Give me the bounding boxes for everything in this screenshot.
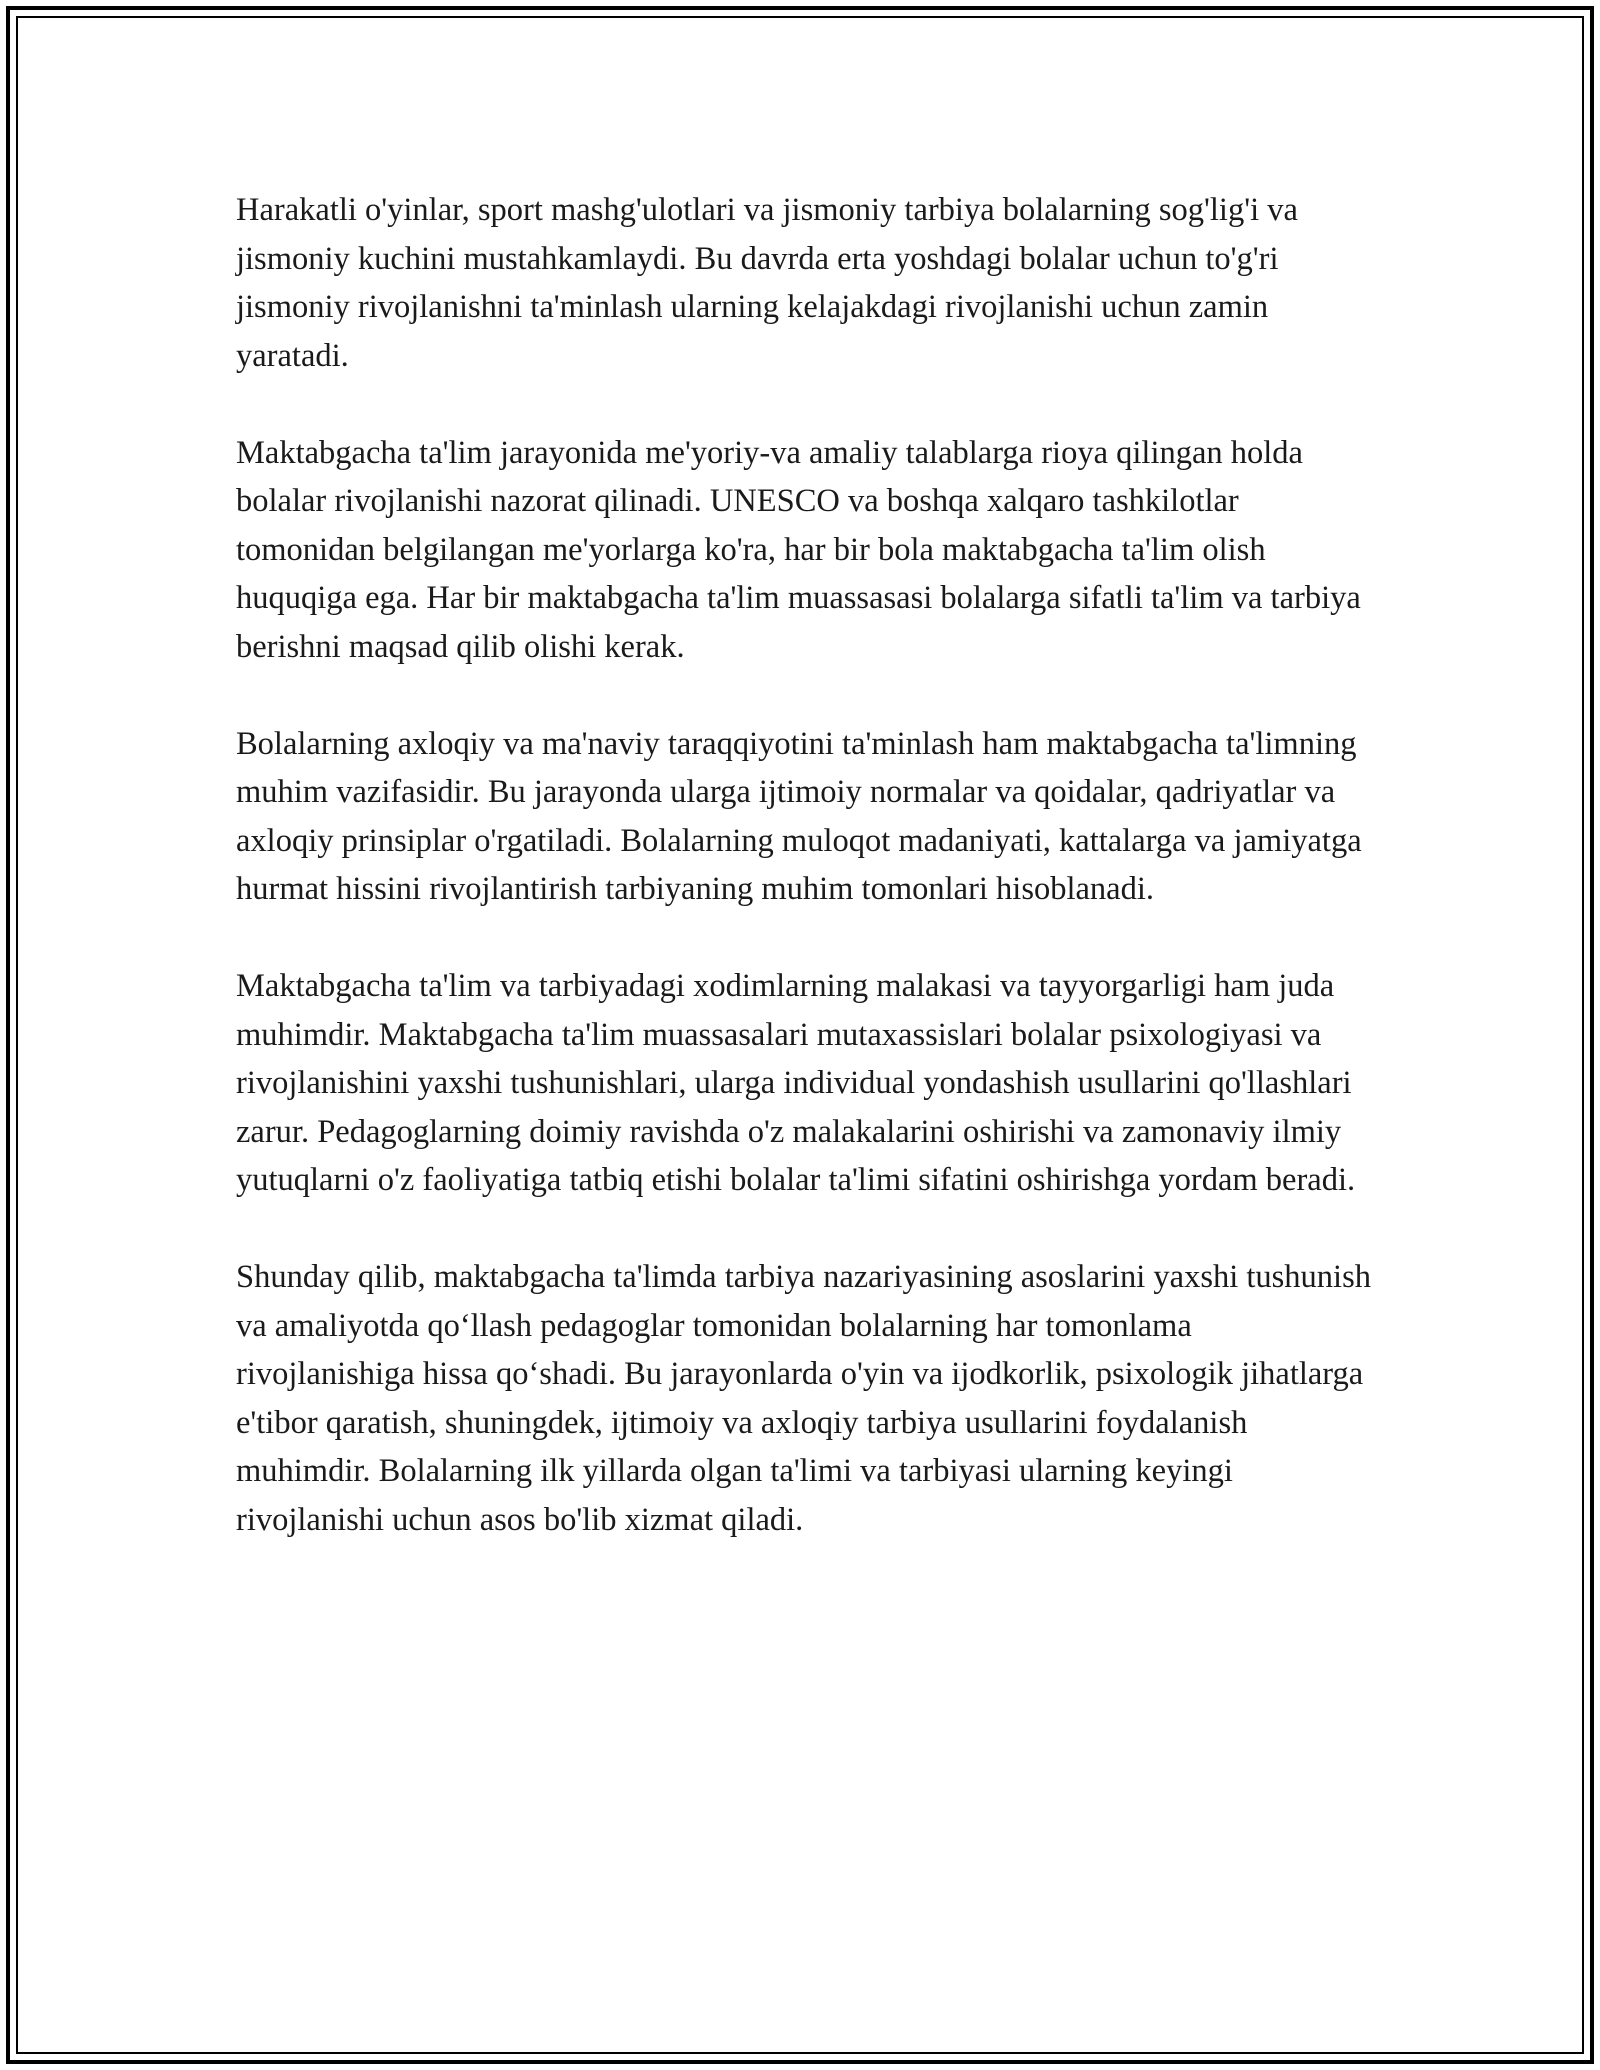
- paragraph-staff-qualification: Maktabgacha ta'lim va tarbiyadagi xodimlarning malakasi va tayyorgarligi ham juda muhimdir. Maktabgacha ta'lim muassasalari mutaxassislari bolalar psixologiyasi va rivojlanishini yaxshi tushunishlari, ularga individual yondashish usullarini qo'llashlari zarur. Pedagoglarning doimiy ravishda o'z malakalarini oshirishi va zamonaviy ilmiy yutuqlarni o'z faoliyatiga tatbiq etishi bolalar ta'limi sifatini oshirishga yordam beradi.: [236, 968, 1356, 1198]
- document-body: [236, 186, 1376, 1593]
- paragraph-development-monitoring: Maktabgacha ta'lim jarayonida me'yoriy-va amaliy talablarga rioya qilingan holda bolalar rivojlanishi nazorat qilinadi. UNESCO va boshqa xalqaro tashkilotlar tomonidan belgilangan me'yorlarga ko'ra, har bir bola maktabgacha ta'lim olish huquqiga ega. Har bir maktabgacha ta'lim muassasasi bolalarga sifatli ta'lim va tarbiya berishni maqsad qilib olishi kerak.: [236, 434, 1361, 665]
- paragraph-moral-development: Bolalarning axloqiy va ma'naviy taraqqiyotini ta'minlash ham maktabgacha ta'limning muhim vazifasidir. Bu jarayonda ularga ijtimoiy normalar va qoidalar, qadriyatlar va axloqiy prinsiplar o'rgatiladi. Bolalarning muloqot madaniyati, kattalarga va jamiyatga hurmat hissini rivojlantirish tarbiyaning muhim tomonlari hisoblanadi.: [236, 725, 1362, 907]
- paragraph-conclusion: Shunday qilib, maktabgacha ta'limda tarbiya nazariyasining asoslarini yaxshi tushunish va amaliyotda qo‘llash pedagoglar tomonidan bolalarning har tomonlama rivojlanishiga hissa qo‘shadi. Bu jarayonlarda o'yin va ijodkorlik, psixologik jihatlarga e'tibor qaratish, shuningdek, ijtimoiy va axloqiy tarbiya usullarini foydalanish muhimdir. Bolalarning ilk yillarda olgan ta'limi va tarbiyasi ularning keyingi rivojlanishi uchun asos bo'lib xizmat qiladi.: [236, 1259, 1371, 1538]
- paragraph-physical-development: Harakatli o'yinlar, sport mashg'ulotlari va jismoniy tarbiya bolalarning sog'lig'i va jismoniy kuchini mustahkamlaydi. Bu davrda erta yoshdagi bolalar uchun to'g'ri jismoniy rivojlanishni ta'minlash ularning kelajakdagi rivojlanishi uchun zamin yaratadi.: [236, 192, 1298, 374]
